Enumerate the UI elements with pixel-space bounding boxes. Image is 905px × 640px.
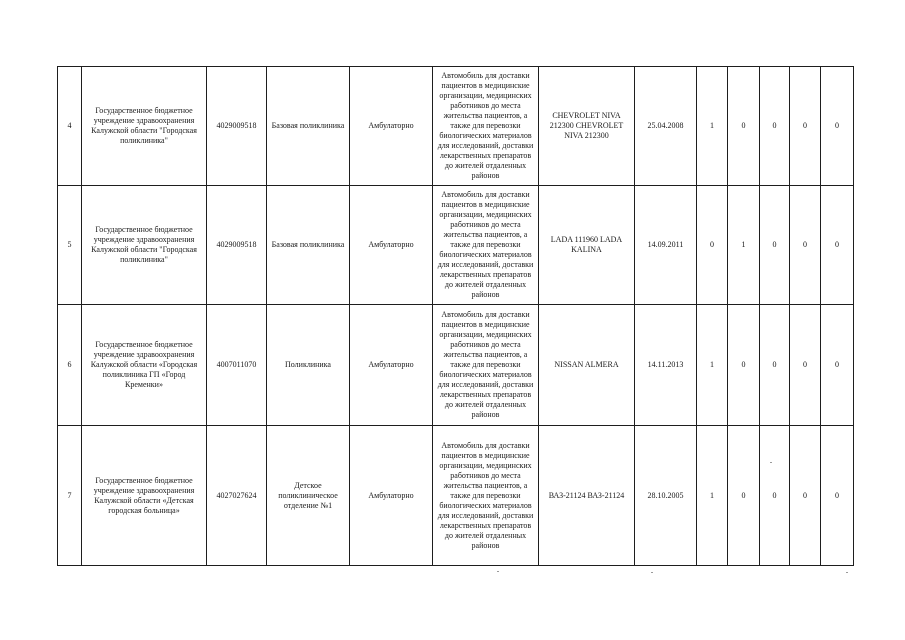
count-cell: 1 (697, 67, 728, 186)
inn-code: 4029009518 (207, 67, 267, 186)
inn-code: 4007011070 (207, 305, 267, 426)
count-cell: 0 (821, 305, 854, 426)
row-number: 5 (58, 186, 82, 305)
scan-speck (770, 462, 772, 463)
organization-name: Государственное бюджетное учреждение здравоохранения Калужской области "Городская поликлиника" (82, 67, 207, 186)
count-cell: 0 (697, 186, 728, 305)
registration-date: 28.10.2005 (635, 426, 697, 566)
inn-code: 4029009518 (207, 186, 267, 305)
care-type: Амбулаторно (350, 305, 433, 426)
count-cell: 0 (821, 426, 854, 566)
care-type: Амбулаторно (350, 186, 433, 305)
scan-speck (497, 571, 499, 572)
subdivision: Базовая поликлиника (267, 67, 350, 186)
registration-date: 14.09.2011 (635, 186, 697, 305)
scan-speck (651, 572, 653, 573)
count-cell: 1 (728, 186, 760, 305)
count-cell: 0 (760, 305, 790, 426)
vehicle-model: ВАЗ-21124 ВАЗ-21124 (539, 426, 635, 566)
count-cell: 0 (790, 305, 821, 426)
vehicle-purpose: Автомобиль для доставки пациентов в медицинские организации, медицинских работников до места жительства пациентов, а также для перевозки биологических материалов для исследований, доставки лекарственных препаратов до жителей отдаленных районов (433, 305, 539, 426)
count-cell: 0 (760, 67, 790, 186)
vehicle-model: NISSAN ALMERA (539, 305, 635, 426)
organization-name: Государственное бюджетное учреждение здравоохранения Калужской области «Городская поликлиника ГП «Город Кременки» (82, 305, 207, 426)
count-cell: 1 (697, 426, 728, 566)
row-number: 6 (58, 305, 82, 426)
care-type: Амбулаторно (350, 426, 433, 566)
inn-code: 4027027624 (207, 426, 267, 566)
count-cell: 0 (760, 426, 790, 566)
table-row (58, 426, 854, 566)
scan-speck (846, 572, 848, 573)
table-row (58, 186, 854, 305)
registration-date: 25.04.2008 (635, 67, 697, 186)
vehicle-model: CHEVROLET NIVA 212300 CHEVROLET NIVA 212300 (539, 67, 635, 186)
vehicle-register-table (57, 66, 854, 566)
count-cell: 0 (790, 186, 821, 305)
organization-name: Государственное бюджетное учреждение здравоохранения Калужской области "Городская поликлиника" (82, 186, 207, 305)
care-type: Амбулаторно (350, 67, 433, 186)
table-row (58, 305, 854, 426)
vehicle-model: LADA 111960 LADA KALINA (539, 186, 635, 305)
count-cell: 0 (728, 305, 760, 426)
count-cell: 0 (728, 67, 760, 186)
vehicle-purpose: Автомобиль для доставки пациентов в медицинские организации, медицинских работников до места жительства пациентов, а также для перевозки биологических материалов для исследований, доставки лекарственных препаратов до жителей отдаленных районов (433, 186, 539, 305)
table-row (58, 67, 854, 186)
count-cell: 1 (697, 305, 728, 426)
vehicle-purpose: Автомобиль для доставки пациентов в медицинские организации, медицинских работников до места жительства пациентов, а также для перевозки биологических материалов для исследований, доставки лекарственных препаратов до жителей отдаленных районов (433, 426, 539, 566)
count-cell: 0 (790, 67, 821, 186)
count-cell: 0 (790, 426, 821, 566)
count-cell: 0 (821, 67, 854, 186)
row-number: 7 (58, 426, 82, 566)
vehicle-purpose: Автомобиль для доставки пациентов в медицинские организации, медицинских работников до места жительства пациентов, а также для перевозки биологических материалов для исследований, доставки лекарственных препаратов до жителей отдаленных районов (433, 67, 539, 186)
subdivision: Детское поликлиническое отделение №1 (267, 426, 350, 566)
registration-date: 14.11.2013 (635, 305, 697, 426)
organization-name: Государственное бюджетное учреждение здравоохранения Калужской области «Детская городская больница» (82, 426, 207, 566)
subdivision: Базовая поликлиника (267, 186, 350, 305)
count-cell: 0 (760, 186, 790, 305)
row-number: 4 (58, 67, 82, 186)
count-cell: 0 (728, 426, 760, 566)
count-cell: 0 (821, 186, 854, 305)
subdivision: Поликлиника (267, 305, 350, 426)
